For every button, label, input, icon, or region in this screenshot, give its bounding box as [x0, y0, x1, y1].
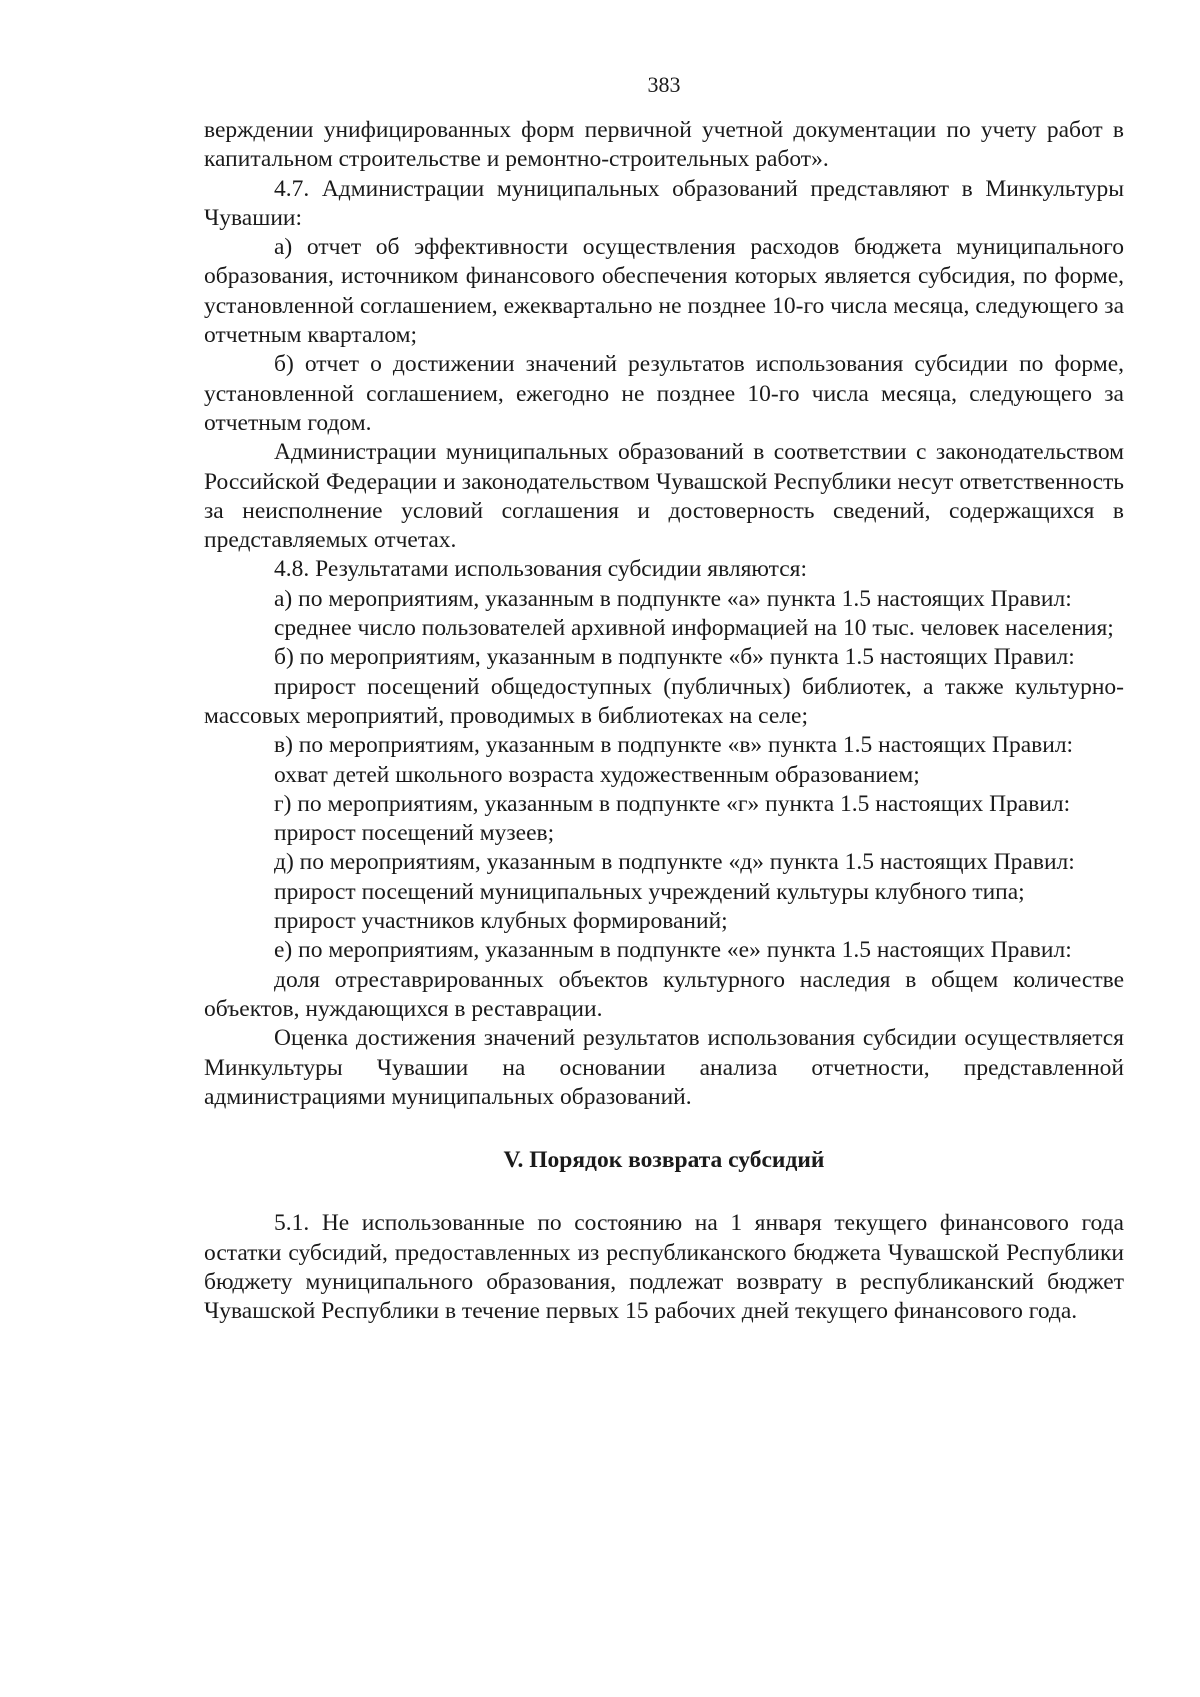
- paragraph: прирост посещений музеев;: [274, 820, 555, 847]
- paragraph: Администрации муниципальных образований в соответствии с законодательством Российской Федерации и законодательством Чувашской Республики несут ответственность за неисполнение условий соглашения и достоверность сведений, содержащихся в представляемых отчетах.: [204, 439, 1124, 554]
- paragraph: верждении унифицированных форм первичной учетной документации по учету работ в капитальном строительстве и ремонтно-строительных работ».: [204, 117, 1124, 173]
- paragraph: прирост участников клубных формирований;: [274, 908, 728, 935]
- paragraph: прирост посещений муниципальных учреждений культуры клубного типа;: [274, 878, 1025, 905]
- paragraph: среднее число пользователей архивной информацией на 10 тыс. человек населения;: [274, 615, 1114, 642]
- paragraph: 4.8. Результатами использования субсидии являются:: [274, 556, 807, 583]
- paragraph: г) по мероприятиям, указанным в подпункте «г» пункта 1.5 настоящих Правил:: [274, 790, 1071, 817]
- paragraph: а) отчет об эффективности осуществления расходов бюджета муниципального образования, источником финансового обеспечения которых является субсидия, по форме, установленной соглашением, ежеквартально не позднее 10-го числа месяца, следующего за отчетным кварталом;: [204, 234, 1124, 349]
- section-heading: V. Порядок возврата субсидий: [503, 1147, 825, 1174]
- paragraph: б) отчет о достижении значений результатов использования субсидии по форме, установленной соглашением, ежегодно не позднее 10-го числа месяца, следующего за отчетным годом.: [204, 351, 1124, 436]
- paragraph: в) по мероприятиям, указанным в подпункте «в» пункта 1.5 настоящих Правил:: [274, 732, 1074, 759]
- paragraph: 5.1. Не использованные по состоянию на 1 января текущего финансового года остатки субсидий, предоставленных из республиканского бюджета Чувашской Республики бюджету муниципального образования, подлежат возврату в республиканский бюджет Чувашской Республики в течение первых 15 рабочих дней текущего финансового года.: [204, 1210, 1124, 1325]
- paragraph: охват детей школьного возраста художественным образованием;: [274, 761, 920, 788]
- paragraph: 4.7. Администрации муниципальных образований представляют в Минкультуры Чувашии:: [204, 175, 1124, 231]
- paragraph: е) по мероприятиям, указанным в подпункте «е» пункта 1.5 настоящих Правил:: [274, 937, 1072, 964]
- page-number: 383: [647, 72, 681, 97]
- paragraph: доля отреставрированных объектов культурного наследия в общем количестве объектов, нуждающихся в реставрации.: [204, 966, 1124, 1022]
- document-content: [204, 116, 1124, 1327]
- paragraph: Оценка достижения значений результатов использования субсидии осуществляется Минкультуры Чувашии на основании анализа отчетности, представленной администрациями муниципальных образований.: [204, 1025, 1124, 1110]
- paragraph: б) по мероприятиям, указанным в подпункте «б» пункта 1.5 настоящих Правил:: [274, 644, 1075, 671]
- paragraph: д) по мероприятиям, указанным в подпункте «д» пункта 1.5 настоящих Правил:: [274, 849, 1075, 876]
- paragraph: а) по мероприятиям, указанным в подпункте «а» пункта 1.5 настоящих Правил:: [274, 585, 1072, 612]
- paragraph: прирост посещений общедоступных (публичных) библиотек, а также культурно-массовых мероприятий, проводимых в библиотеках на селе;: [204, 673, 1124, 729]
